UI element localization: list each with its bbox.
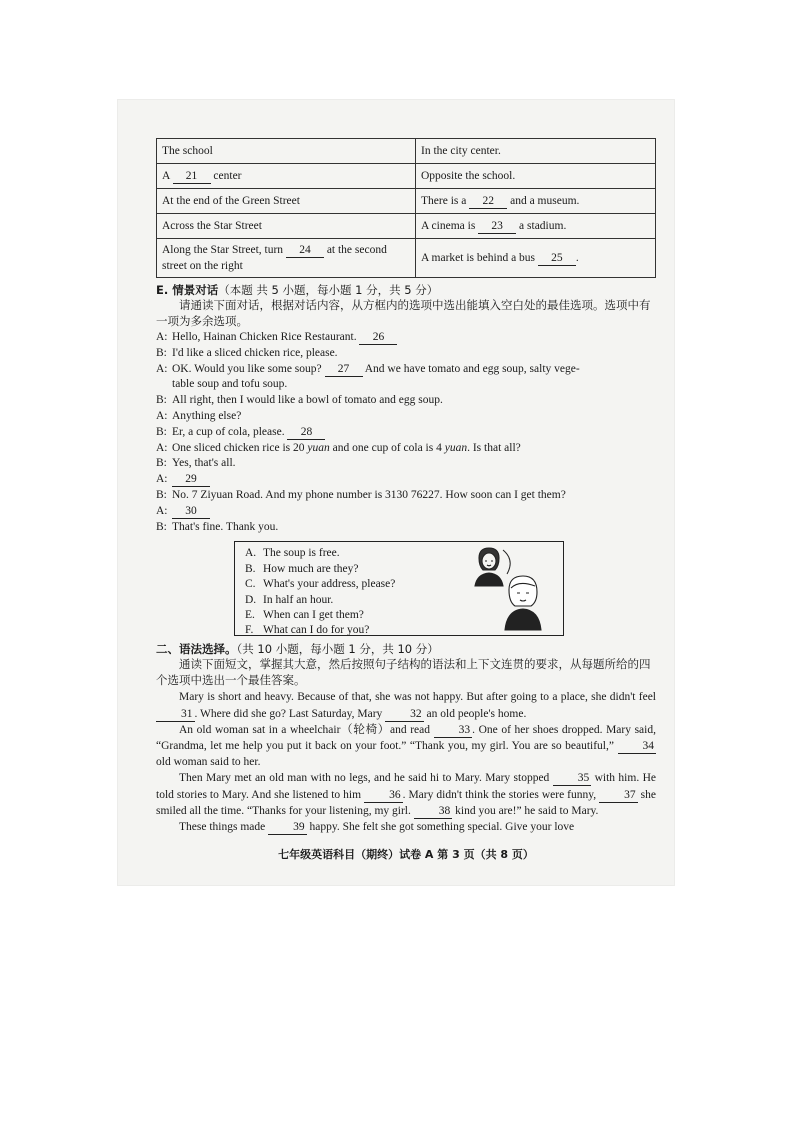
text-segment: I'd like a sliced chicken rice, please. [172, 346, 338, 359]
text-segment: old woman said to her. [156, 756, 261, 769]
text-segment: Er, a cup of cola, please. [172, 425, 288, 438]
text-segment: OK. Would you like some soup? [172, 362, 325, 375]
text-segment: At the end of the Green Street [162, 195, 300, 207]
speaker-label: A: [156, 409, 168, 422]
dialogue-line [156, 425, 656, 441]
table-row [157, 214, 656, 239]
woman-figure-1 [475, 548, 503, 586]
text-segment: And we have tomato and egg soup, salty vege- [362, 362, 580, 375]
answer-blank-27: 27 [325, 363, 363, 377]
answer-blank-38: 38 [414, 805, 453, 819]
passage [156, 689, 656, 835]
answer-blank-37: 37 [599, 789, 638, 803]
dialogue-line [156, 488, 656, 504]
speaker-label: B: [156, 457, 167, 470]
option-text: When can I get them? [263, 608, 364, 621]
speaker-label: B: [156, 520, 167, 533]
text-segment: . One of her shoes dropped. Mary said, “Grandma, let me help you put it back on your foot.” “Thank you, my girl. You are so beautiful,” [156, 723, 656, 752]
text-segment: a stadium. [516, 220, 567, 232]
section-e-heading [156, 283, 656, 298]
passage-paragraph [156, 819, 656, 835]
table-row [157, 189, 656, 214]
dialogue-line [156, 472, 656, 488]
speaker-label: B: [156, 346, 167, 359]
answer-blank-21: 21 [173, 170, 211, 184]
option-text: In half an hour. [263, 593, 334, 606]
text-segment: These things made [179, 820, 269, 833]
dialogue-line [156, 456, 656, 472]
woman-figure-2 [505, 576, 541, 630]
text-segment: Along the Star Street, turn [162, 244, 286, 256]
answer-blank-39: 39 [268, 821, 307, 835]
section-2-heading [156, 642, 656, 657]
answer-blank-30: 30 [172, 505, 210, 519]
answer-blank-33: 33 [434, 724, 473, 738]
answer-blank-29: 29 [172, 473, 210, 487]
table-row [157, 239, 656, 278]
answer-blank-31: 31 [156, 708, 195, 722]
text-segment: . Is that all? [467, 441, 521, 454]
text-segment: Opposite the school. [421, 170, 516, 182]
text-segment: center [210, 170, 242, 182]
speaker-label: A: [156, 441, 168, 454]
option-letter: F. [245, 624, 254, 637]
speaker-label: B: [156, 425, 167, 438]
answer-blank-25: 25 [538, 252, 576, 266]
dialogue-line [156, 520, 656, 536]
dialogue-line [156, 409, 656, 425]
answer-blank-32: 32 [385, 708, 424, 722]
dialogue-line [156, 362, 656, 378]
text-segment: table soup and tofu soup. [172, 378, 288, 391]
italic-word: yuan [307, 441, 330, 454]
dialogue-line [156, 346, 656, 362]
answer-blank-35: 35 [553, 772, 592, 786]
table-cell-location [416, 139, 656, 164]
dialogue-line [156, 330, 656, 346]
option-text: What can I do for you? [263, 624, 370, 637]
text-segment: at the second street on the right [162, 244, 387, 272]
table-row [157, 164, 656, 189]
dialogue-line [156, 441, 656, 457]
table-cell-location [416, 214, 656, 239]
text-segment: . Mary didn't think the stories were funny, [402, 788, 600, 801]
text-segment: An old woman sat in a wheelchair（轮椅）and read [179, 723, 434, 736]
dialogue-line [156, 377, 656, 393]
page-content [156, 138, 656, 861]
answer-blank-24: 24 [286, 244, 324, 258]
option-text: How much are they? [263, 562, 359, 575]
text-segment: and a museum. [507, 195, 580, 207]
speaker-label: B: [156, 394, 167, 407]
text-segment: No. 7 Ziyuan Road. And my phone number is 3130 76227. How soon can I get them? [172, 488, 566, 501]
section-2-title: 二、语法选择。 [156, 642, 237, 657]
italic-word: yuan [444, 441, 468, 454]
page-footer: 七年级英语科目（期终）试卷 A 第 3 页（共 8 页） [278, 848, 534, 861]
text-segment: That's fine. Thank you. [172, 520, 279, 533]
table-cell-location [416, 164, 656, 189]
table-cell-place [157, 139, 416, 164]
answer-blank-36: 36 [364, 789, 403, 803]
text-segment: The school [162, 145, 213, 157]
answer-blank-34: 34 [618, 740, 657, 754]
section-e-title: E. 情景对话 [156, 283, 219, 297]
option-letter: B. [245, 562, 256, 575]
section-e-instruction: 请通读下面对话，根据对话内容，从方框内的选项中选出能填入空白处的最佳选项。选项中有一项为多余选项。 [156, 300, 651, 328]
answer-blank-22: 22 [469, 195, 507, 209]
text-segment: happy. She felt she got something special. Give your love [306, 820, 575, 833]
table-row [157, 139, 656, 164]
text-segment: an old people's home. [423, 707, 527, 720]
text-segment: A [162, 170, 173, 182]
text-segment: . Where did she go? Last Saturday, Mary [194, 707, 386, 720]
passage-paragraph [156, 722, 656, 771]
text-segment: with him. He told stories to Mary. And she listened to him [156, 772, 656, 801]
directions-table [156, 138, 656, 278]
option-letter: C. [245, 578, 256, 591]
option-text: The soup is free. [263, 547, 340, 560]
text-segment: kind you are!” he said to Mary. [452, 804, 599, 817]
dialogue-line [156, 504, 656, 520]
text-segment: . [575, 252, 579, 264]
table-cell-place [157, 189, 416, 214]
dialogue [156, 330, 656, 535]
speaker-label: A: [156, 504, 168, 517]
option-letter: A. [245, 547, 257, 560]
table-cell-location [416, 189, 656, 214]
dialogue-line [156, 393, 656, 409]
text-segment: All right, then I would like a bowl of tomato and egg soup. [172, 394, 443, 407]
text-segment: Yes, that's all. [172, 457, 236, 470]
answer-blank-26: 26 [359, 331, 397, 345]
speaker-label: A: [156, 331, 168, 343]
two-women-talking-illustration [465, 546, 555, 632]
speech-curve [503, 550, 510, 574]
table-cell-location [416, 239, 656, 278]
table-cell-place [157, 214, 416, 239]
speaker-label: A: [156, 362, 168, 375]
options-box [234, 541, 564, 636]
option-letter: D. [245, 593, 257, 606]
section-e-meta: （本题 共 5 小题，每小题 1 分，共 5 分） [218, 283, 439, 297]
speaker-label: B: [156, 488, 167, 501]
text-segment: Anything else? [172, 409, 242, 422]
text-segment: A cinema is [421, 220, 479, 232]
text-segment: Across the Star Street [162, 220, 262, 232]
section-2-meta: （共 10 小题，每小题 1 分，共 10 分） [236, 642, 439, 657]
text-segment: One sliced chicken rice is 20 [172, 441, 308, 454]
table-cell-place [157, 239, 416, 278]
text-segment: and one cup of cola is 4 [329, 441, 445, 454]
text-segment: There is a [421, 195, 470, 207]
text-segment: Then Mary met an old man with no legs, and he said hi to Mary. Mary stopped [179, 772, 553, 785]
option-letter: E. [245, 608, 255, 621]
option-text: What's your address, please? [263, 578, 396, 591]
text-segment: Mary is short and heavy. Because of that, she was not happy. But after going to a place, she didn't feel [179, 691, 656, 704]
answer-blank-28: 28 [287, 426, 325, 440]
text-segment: A market is behind a bus [421, 252, 538, 264]
section-2-instruction: 通读下面短文，掌握其大意，然后按照句子结构的语法和上下文连贯的要求，从每题所给的四个选项中选出一个最佳答案。 [156, 659, 651, 688]
passage-paragraph [156, 689, 656, 721]
speaker-label: A: [156, 473, 168, 486]
table-cell-place [157, 164, 416, 189]
text-segment: Hello, Hainan Chicken Rice Restaurant. [172, 331, 360, 343]
answer-blank-23: 23 [478, 220, 516, 234]
passage-paragraph [156, 770, 656, 819]
text-segment: she smiled all the time. “Thanks for your listening, my girl. [156, 788, 656, 817]
text-segment: In the city center. [421, 145, 501, 157]
